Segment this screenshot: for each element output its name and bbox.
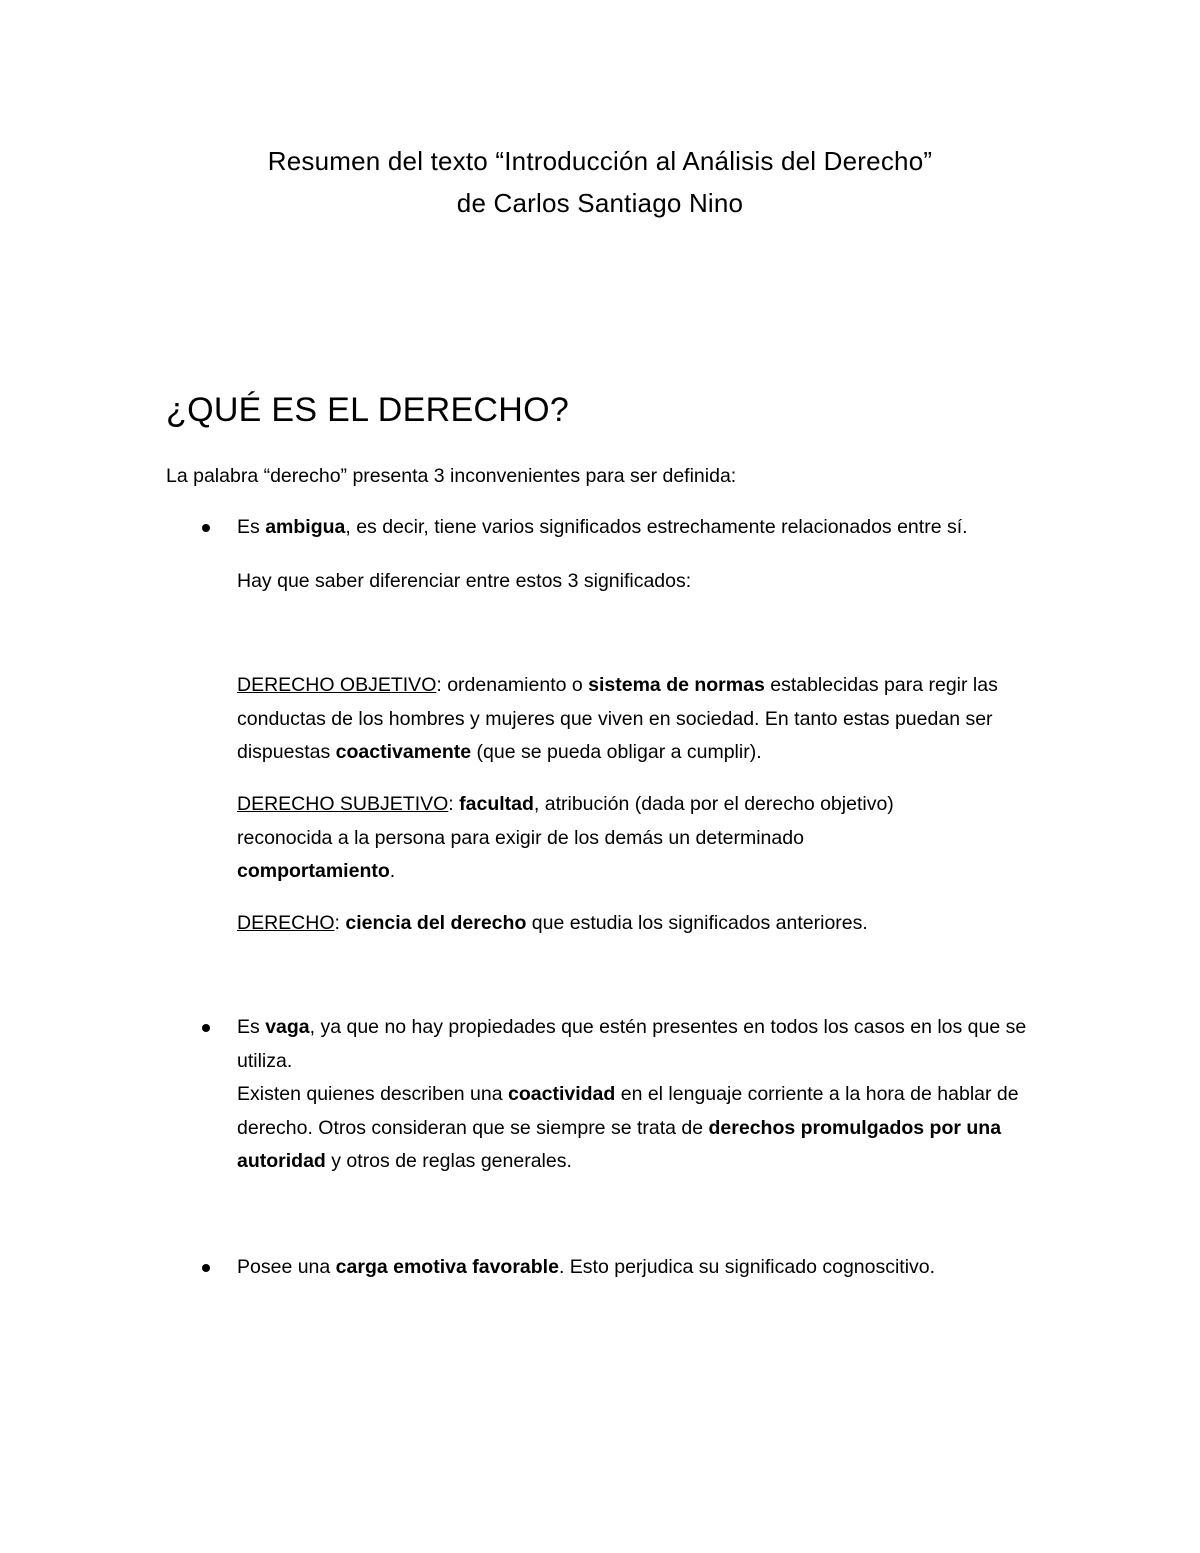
title-line-2: de Carlos Santiago Nino <box>456 188 744 218</box>
intro-paragraph: La palabra “derecho” presenta 3 inconvenientes para ser definida: <box>166 465 737 487</box>
bullet-dot <box>202 1264 210 1272</box>
title-line-1: Resumen del texto “Introducción al Análisis del Derecho” <box>267 146 933 176</box>
definition-derecho-objetivo: DERECHO OBJETIVO: ordenamiento o sistema de normas establecidas para regir las conductas de los hombres y mujeres que viven en sociedad. En tanto estas puedan ser dispuestas coactivamente (que se pueda obligar a cumplir). <box>237 674 998 763</box>
definition-derecho-subjetivo: DERECHO SUBJETIVO: facultad, atribución (dada por el derecho objetivo) reconocida a la persona para exigir de los demás un determinado comportamiento. <box>237 793 894 882</box>
bullet-vaga-text: Es vaga, ya que no hay propiedades que estén presentes en todos los casos en los que se utiliza. Existen quienes describen una coactividad en el lenguaje corriente a la hora de hablar de derecho. Otros consideran que se siempre se trata de derechos promulgados por una autoridad y otros de reglas generales. <box>237 1016 1027 1172</box>
bullet-dot <box>202 1024 210 1032</box>
definition-derecho: DERECHO: ciencia del derecho que estudia los significados anteriores. <box>237 912 868 934</box>
bullet-ambigua-subtext: Hay que saber diferenciar entre estos 3 significados: <box>237 570 692 592</box>
bullet-dot <box>202 524 210 532</box>
bullet-carga-emotiva-text: Posee una carga emotiva favorable. Esto perjudica su significado cognoscitivo. <box>237 1256 936 1278</box>
bullet-ambigua-text: Es ambigua, es decir, tiene varios significados estrechamente relacionados entre sí. <box>237 516 968 538</box>
section-heading: ¿QUÉ ES EL DERECHO? <box>166 391 570 429</box>
document-title <box>0 140 1200 224</box>
